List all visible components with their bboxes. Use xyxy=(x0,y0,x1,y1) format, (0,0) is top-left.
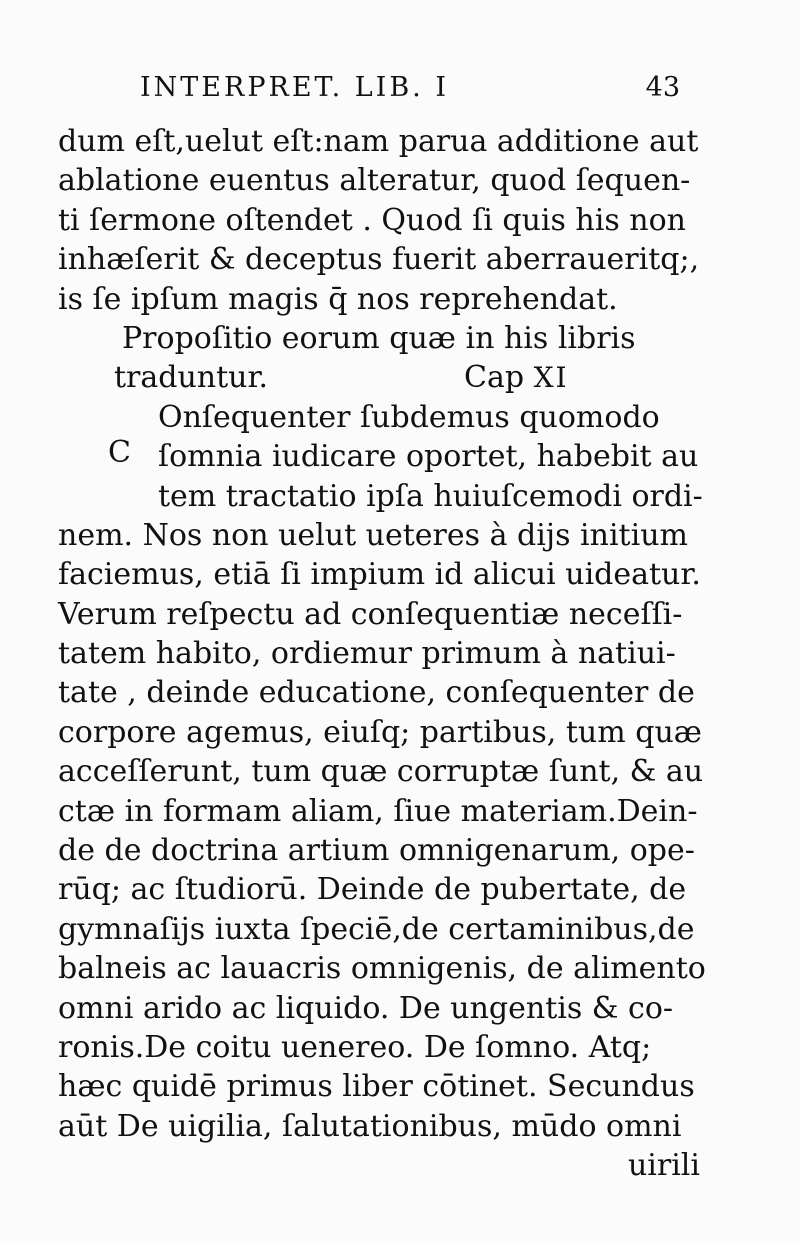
text-line: tatem habito, ordiemur primum à natiui- xyxy=(58,636,676,672)
text-line: nem. Nos non uelut ueteres à dijs initium xyxy=(58,517,688,553)
dropcap-line: tem tractatio ipſa huiuſcemodi ordi- xyxy=(158,478,703,514)
chapter-heading-text: traduntur. xyxy=(114,360,269,396)
dropcap-line: Onſequenter ſubdemus quomodo xyxy=(158,399,660,435)
text-line: de de doctrina artium omnigenarum, ope- xyxy=(58,833,695,869)
text-line: acceſſerunt, tum quæ corruptæ ſunt, & au xyxy=(58,754,704,790)
chapter-label: Cap xyxy=(464,360,525,396)
text-line: hæc quidē primus liber cōtinet. Secundus xyxy=(58,1069,695,1105)
chapter-heading: Propoſitio eorum quæ in his libris xyxy=(122,320,636,356)
text-line: dum eſt,uelut eſt:nam parua additione aut xyxy=(58,124,699,159)
text-line: ablatione euentus alteratur, quod ſequen- xyxy=(58,163,691,199)
running-title: INTERPRET. LIB. I xyxy=(140,72,450,103)
dropcap-line: ſomnia iudicare oportet, habebit au xyxy=(158,439,699,475)
text-line: ronis.De coitu uenereo. De ſomno. Atq; xyxy=(58,1029,652,1065)
page-number: 43 xyxy=(645,72,680,103)
text-line: is ſe ipſum magis q̄ nos reprehendat. xyxy=(58,281,618,317)
text-line: rūq; ac ſtudiorū. Deinde de pubertate, de xyxy=(58,872,687,908)
initial-letter: C xyxy=(108,435,131,470)
text-line: tate , deinde educatione, conſequenter de xyxy=(58,675,695,711)
catchword: uirili xyxy=(627,1148,700,1184)
chapter-number: XI xyxy=(533,361,569,395)
text-line: balneis ac lauacris omnigenis, de alimento xyxy=(58,951,706,987)
text-line: gymnaſijs iuxta ſpeciē,de certaminibus,de xyxy=(58,911,695,947)
text-line: omni arido ac liquido. De ungentis & co- xyxy=(58,990,674,1026)
chapter-heading-line2 xyxy=(58,358,708,397)
text-line: inhæſerit & deceptus fuerit aberraueritq;, xyxy=(58,242,700,278)
text-line: corpore agemus, eiuſq; partibus, tum quæ xyxy=(58,714,702,750)
text-line: faciemus, etiā ſi impium id alicui uideatur. xyxy=(58,557,701,593)
text-line: ctæ in formam aliam, ſiue materiam.Dein- xyxy=(58,793,698,829)
text-block xyxy=(58,122,708,1186)
page-header xyxy=(140,72,680,108)
text-line: ti ſermone oſtendet . Quod ſi quis his non xyxy=(58,202,686,238)
text-line: aūt De uigilia, ſalutationibus, mūdo omni xyxy=(58,1108,682,1144)
text-line: Verum reſpectu ad conſequentiæ neceſſi- xyxy=(58,596,683,632)
